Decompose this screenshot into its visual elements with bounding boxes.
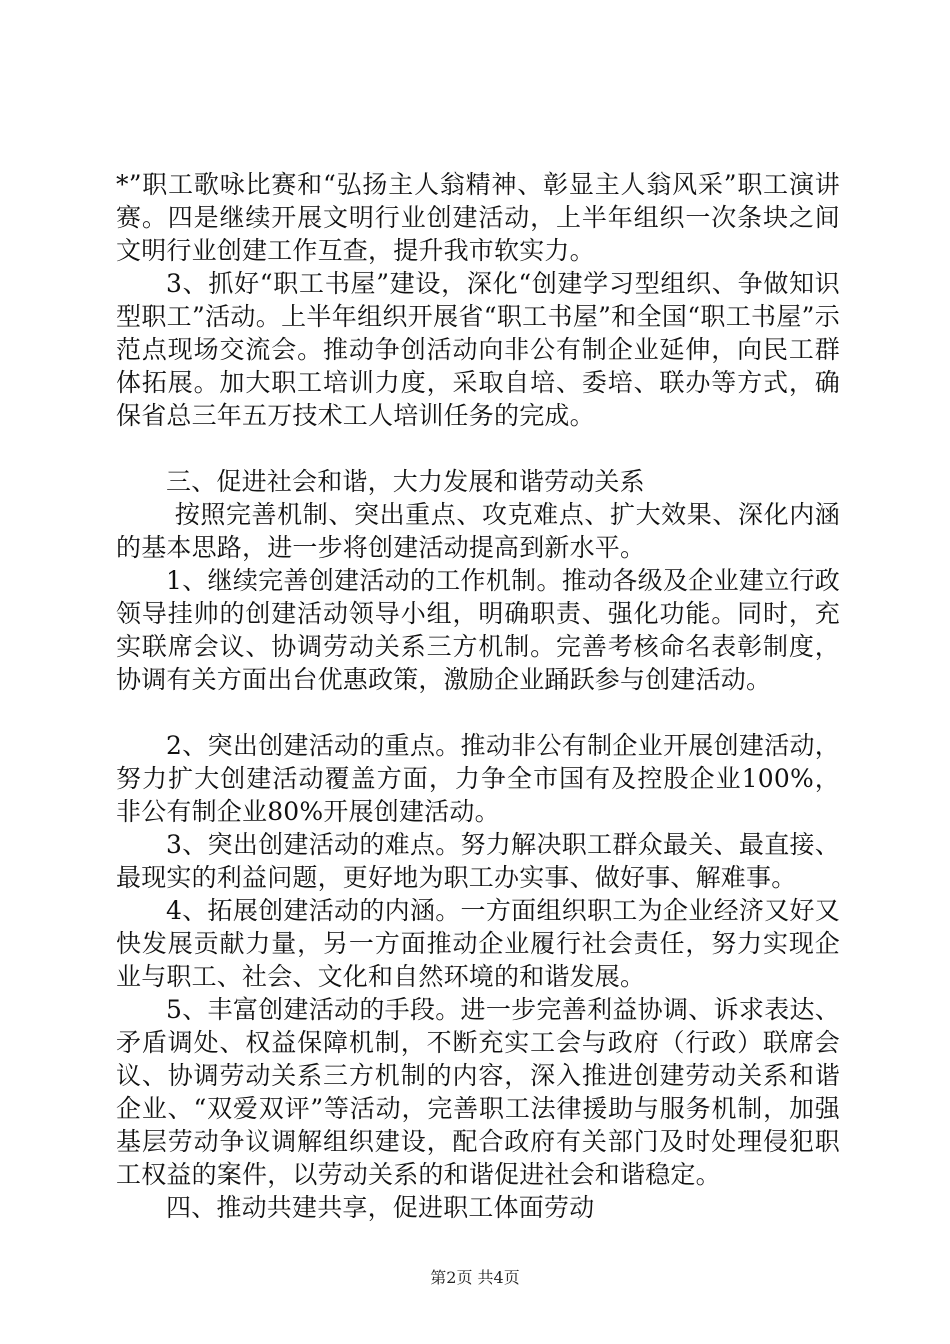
- paragraph-continuation: *”职工歌咏比赛和“弘扬主人翁精神、彰显主人翁风采”职工演讲赛。四是继续开展文明行业创建活动，上半年组织一次条块之间文明行业创建工作互查，提升我市软实力。: [116, 170, 840, 265]
- document-body: [116, 168, 840, 1224]
- paragraph-item-2-focus: 2、突出创建活动的重点。推动非公有制企业开展创建活动，努力扩大创建活动覆盖方面，力争全市国有及控股企业100%，非公有制企业80%开展创建活动。: [116, 731, 840, 826]
- paragraph-item-3-reading-room: 3、抓好“职工书屋”建设，深化“创建学习型组织、争做知识型职工”活动。上半年组织开展省“职工书屋”和全国“职工书屋”示范点现场交流会。推动争创活动向非公有制企业延伸，向民工群体拓展。加大职工培训力度，采取自培、委培、联办等方式，确保省总三年五万技术工人培训任务的完成。: [116, 269, 840, 430]
- section-heading-4: 四、推动共建共享，促进职工体面劳动: [166, 1193, 595, 1222]
- section-heading-3: 三、促进社会和谐，大力发展和谐劳动关系: [166, 467, 645, 496]
- paragraph-section-3-intro: 按照完善机制、突出重点、攻克难点、扩大效果、深化内涵的基本思路，进一步将创建活动提高到新水平。: [116, 500, 840, 562]
- page-number-footer: 第2页 共4页: [430, 1268, 520, 1287]
- paragraph-item-1-mechanism: 1、继续完善创建活动的工作机制。推动各级及企业建立行政领导挂帅的创建活动领导小组，明确职责、强化功能。同时，充实联席会议、协调劳动关系三方机制。完善考核命名表彰制度，协调有关方面出台优惠政策，激励企业踊跃参与创建活动。: [116, 566, 840, 694]
- paragraph-item-4-connotation: 4、拓展创建活动的内涵。一方面组织职工为企业经济又好又快发展贡献力量，另一方面推动企业履行社会责任，努力实现企业与职工、社会、文化和自然环境的和谐发展。: [116, 896, 840, 991]
- paragraph-item-3-difficulty: 3、突出创建活动的难点。努力解决职工群众最关、最直接、最现实的利益问题，更好地为职工办实事、做好事、解难事。: [116, 830, 840, 892]
- paragraph-item-5-means: 5、丰富创建活动的手段。进一步完善利益协调、诉求表达、矛盾调处、权益保障机制，不断充实工会与政府（行政）联席会议、协调劳动关系三方机制的内容，深入推进创建劳动关系和谐企业、“双爱双评”等活动，完善职工法律援助与服务机制，加强基层劳动争议调解组织建设，配合政府有关部门及时处理侵犯职工权益的案件，以劳动关系的和谐促进社会和谐稳定。: [116, 995, 840, 1189]
